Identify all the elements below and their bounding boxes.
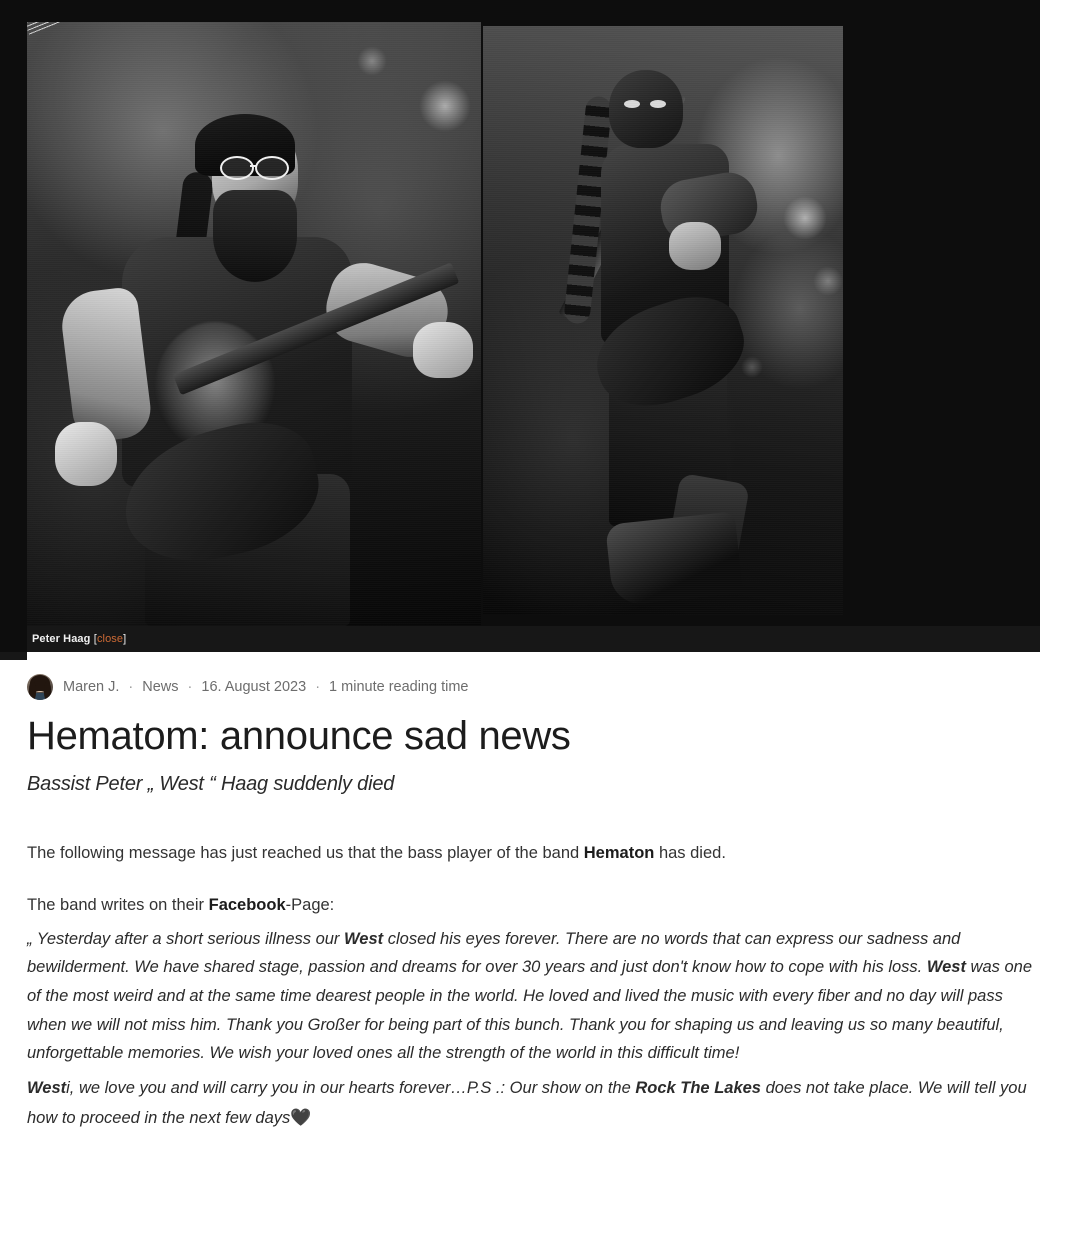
- quote-nickname-3: West: [27, 1079, 67, 1098]
- caption-bracket-open: [: [93, 633, 97, 645]
- source-platform: Facebook: [208, 896, 286, 915]
- source-text-after: -Page:: [285, 896, 335, 915]
- meta-category[interactable]: News: [142, 679, 179, 695]
- lead-text-before: The following message has just reached us that the bass player of the band: [27, 843, 584, 862]
- quote-nickname-2: West: [926, 958, 966, 977]
- lead-paragraph: [27, 840, 1041, 866]
- page-title: Hematom: announce sad news: [27, 714, 571, 758]
- avatar-hair-right: [44, 682, 51, 700]
- stage-light-bokeh: [813, 266, 843, 296]
- quote-nickname-1: West: [344, 929, 384, 948]
- image-credit: Peter Haag: [32, 633, 91, 645]
- mask-eye-right: [650, 100, 666, 108]
- figure-hand: [669, 222, 721, 270]
- figure-beard: [213, 190, 297, 282]
- quote-event-name: Rock The Lakes: [635, 1079, 761, 1098]
- avatar-hair-left: [29, 682, 36, 700]
- hero-images: [27, 22, 1040, 626]
- caption-close-link[interactable]: close: [96, 633, 124, 645]
- figure-masked-head: [609, 70, 683, 148]
- meta-separator: ·: [128, 679, 134, 695]
- quote-paragraph-1: [27, 925, 1041, 1069]
- glasses-bridge: [250, 165, 256, 167]
- stage-light-bokeh: [783, 196, 827, 240]
- avatar: [27, 674, 53, 700]
- page-subtitle: Bassist Peter „ West “ Haag suddenly died: [27, 772, 395, 795]
- stage-light-bokeh: [741, 356, 763, 378]
- source-paragraph: [27, 892, 1041, 918]
- quote-text-c: was one of the most weird and at the same time dearest people in the world. He loved and lived the music with every fiber and no day will pass when we will not miss him. Thank you Großer for being part of this bunch. Thank you for shaping us and leaving us so many beautiful, unforgettable memories. We wish your loved ones all the strength of the world in this difficult time!: [27, 958, 1033, 1063]
- figure-boot-front: [605, 511, 743, 606]
- meta-date: 16. August 2023: [201, 679, 307, 695]
- quote-text-b: closed his eyes forever. There are no words that can express our sadness and bewilderment. We have shared stage, passion and dreams for over 30 years and just don't know how to cope with his loss.: [27, 929, 961, 977]
- glasses-left-lens: [220, 156, 254, 180]
- stage-light-bokeh: [357, 46, 387, 76]
- glasses-right-lens: [255, 156, 289, 180]
- lead-text-after: has died.: [654, 843, 726, 862]
- meta-reading-time: 1 minute reading time: [329, 679, 469, 695]
- black-heart-icon: 🖤: [290, 1107, 312, 1127]
- photo-masked-bassist: [483, 26, 843, 615]
- meta-separator: ·: [187, 679, 193, 695]
- image-caption-bar: [27, 626, 1040, 652]
- figure-left-hand: [55, 422, 117, 486]
- quote-text-d: i, we love you and will carry you in our hearts forever…P.S .: Our show on the: [66, 1079, 636, 1098]
- photo-bassist-peter-haag: [27, 22, 481, 626]
- source-text-before: The band writes on their: [27, 896, 209, 915]
- quote-paragraph-2: [27, 1074, 1041, 1132]
- stage-light-bokeh: [419, 80, 471, 132]
- meta-author[interactable]: Maren J.: [63, 679, 120, 695]
- article-body: [27, 840, 1041, 1133]
- mask-eye-left: [624, 100, 640, 108]
- quote-text-e: does not take place. We will tell you how to proceed in the next few days: [27, 1079, 1027, 1127]
- figure-right-hand: [413, 322, 473, 378]
- meta-separator: ·: [315, 679, 321, 695]
- quote-text-a: „ Yesterday after a short serious illness our: [27, 929, 345, 948]
- article-meta: [27, 674, 1068, 700]
- caption-bracket-close: ]: [123, 633, 127, 645]
- lead-band-name: Hematon: [583, 843, 655, 862]
